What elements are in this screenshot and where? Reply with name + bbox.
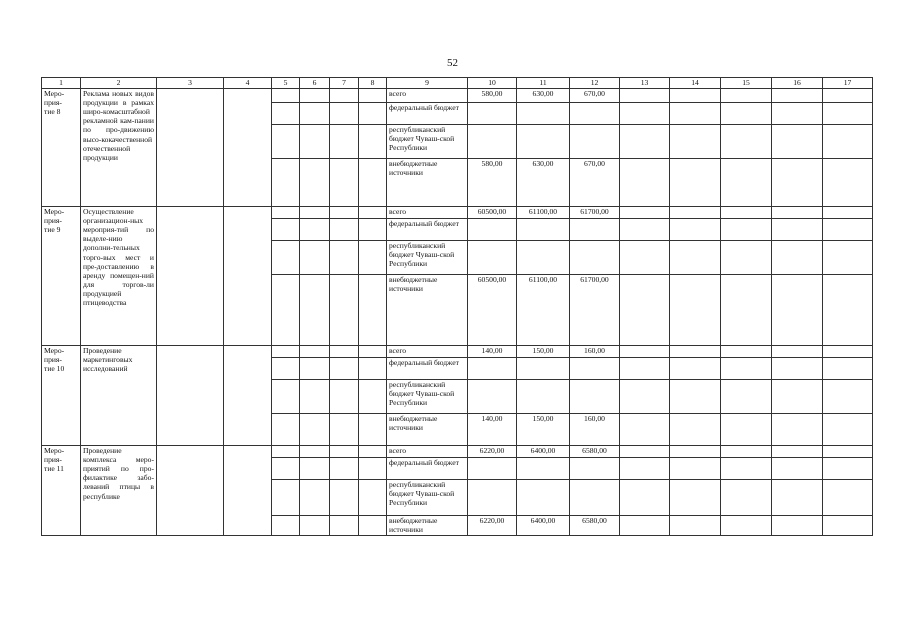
empty-cell: [300, 103, 330, 125]
empty-cell: [823, 358, 873, 380]
value-cell: 150,00: [517, 414, 570, 446]
empty-cell: [620, 516, 670, 536]
empty-cell: [823, 446, 873, 458]
column-header: 17: [823, 78, 873, 89]
empty-cell: [670, 241, 721, 275]
empty-cell: [300, 207, 330, 219]
value-cell: [517, 219, 570, 241]
empty-cell: [823, 241, 873, 275]
empty-cell: [300, 275, 330, 346]
empty-cell: [330, 219, 359, 241]
empty-cell: [772, 446, 823, 458]
empty-cell: [330, 241, 359, 275]
empty-cell: [359, 207, 387, 219]
empty-cell: [359, 159, 387, 207]
empty-cell: [823, 414, 873, 446]
column-header: 6: [300, 78, 330, 89]
empty-cell: [300, 516, 330, 536]
value-cell: 61700,00: [570, 275, 620, 346]
value-cell: [517, 480, 570, 516]
event-id-cell: Меро- прия- тие 8: [42, 89, 81, 207]
empty-cell: [772, 414, 823, 446]
empty-cell: [721, 458, 772, 480]
event-id-cell: Меро- прия- тие 11: [42, 446, 81, 536]
empty-cell: [620, 480, 670, 516]
empty-cell: [359, 346, 387, 358]
value-cell: [468, 480, 517, 516]
funding-source-cell: республиканский бюджет Чуваш-ской Республики: [387, 480, 468, 516]
value-cell: 630,00: [517, 159, 570, 207]
empty-cell: [300, 89, 330, 103]
empty-cell: [620, 414, 670, 446]
empty-cell: [670, 346, 721, 358]
empty-cell: [272, 380, 300, 414]
column-header: 15: [721, 78, 772, 89]
empty-cell: [330, 207, 359, 219]
empty-cell: [272, 89, 300, 103]
empty-cell: [823, 103, 873, 125]
empty-cell: [272, 219, 300, 241]
empty-cell: [721, 275, 772, 346]
value-cell: 670,00: [570, 89, 620, 103]
value-cell: 6580,00: [570, 516, 620, 536]
empty-cell: [620, 241, 670, 275]
funding-source-cell: всего: [387, 446, 468, 458]
funding-source-cell: республиканский бюджет Чуваш-ской Республики: [387, 125, 468, 159]
value-cell: 140,00: [468, 414, 517, 446]
empty-cell: [359, 414, 387, 446]
empty-cell: [772, 241, 823, 275]
empty-cell: [823, 219, 873, 241]
table-row: [42, 346, 873, 358]
empty-cell: [157, 207, 224, 346]
empty-cell: [721, 358, 772, 380]
empty-cell: [772, 159, 823, 207]
empty-cell: [359, 380, 387, 414]
empty-cell: [272, 125, 300, 159]
column-header: 9: [387, 78, 468, 89]
empty-cell: [772, 89, 823, 103]
empty-cell: [721, 125, 772, 159]
empty-cell: [359, 219, 387, 241]
value-cell: 140,00: [468, 346, 517, 358]
empty-cell: [272, 516, 300, 536]
empty-cell: [620, 89, 670, 103]
empty-cell: [300, 219, 330, 241]
value-cell: [468, 241, 517, 275]
value-cell: [468, 103, 517, 125]
value-cell: 60500,00: [468, 207, 517, 219]
empty-cell: [157, 346, 224, 446]
value-cell: [517, 125, 570, 159]
empty-cell: [670, 358, 721, 380]
empty-cell: [272, 275, 300, 346]
empty-cell: [330, 480, 359, 516]
empty-cell: [721, 414, 772, 446]
empty-cell: [772, 219, 823, 241]
empty-cell: [620, 346, 670, 358]
empty-cell: [224, 207, 272, 346]
empty-cell: [670, 480, 721, 516]
empty-cell: [670, 446, 721, 458]
empty-cell: [300, 125, 330, 159]
value-cell: 6400,00: [517, 446, 570, 458]
empty-cell: [330, 275, 359, 346]
empty-cell: [300, 358, 330, 380]
value-cell: [570, 103, 620, 125]
value-cell: [468, 219, 517, 241]
value-cell: [570, 380, 620, 414]
empty-cell: [359, 480, 387, 516]
value-cell: 670,00: [570, 159, 620, 207]
funding-source-cell: федеральный бюджет: [387, 358, 468, 380]
funding-source-cell: внебюджетные источники: [387, 516, 468, 536]
value-cell: [517, 103, 570, 125]
empty-cell: [272, 458, 300, 480]
value-cell: 61100,00: [517, 275, 570, 346]
value-cell: [570, 241, 620, 275]
value-cell: [570, 458, 620, 480]
value-cell: 580,00: [468, 89, 517, 103]
empty-cell: [330, 446, 359, 458]
value-cell: [517, 458, 570, 480]
empty-cell: [300, 159, 330, 207]
empty-cell: [359, 103, 387, 125]
empty-cell: [300, 380, 330, 414]
empty-cell: [620, 207, 670, 219]
empty-cell: [359, 516, 387, 536]
funding-source-cell: внебюджетные источники: [387, 159, 468, 207]
empty-cell: [330, 516, 359, 536]
value-cell: 61700,00: [570, 207, 620, 219]
empty-cell: [772, 103, 823, 125]
empty-cell: [330, 380, 359, 414]
empty-cell: [330, 346, 359, 358]
empty-cell: [359, 358, 387, 380]
event-id-cell: Меро- прия- тие 9: [42, 207, 81, 346]
value-cell: [468, 125, 517, 159]
column-header: 8: [359, 78, 387, 89]
funding-source-cell: внебюджетные источники: [387, 414, 468, 446]
value-cell: 6220,00: [468, 516, 517, 536]
empty-cell: [620, 125, 670, 159]
event-description-cell: Проведение маркетинговых исследований: [81, 346, 157, 446]
empty-cell: [300, 346, 330, 358]
empty-cell: [620, 159, 670, 207]
empty-cell: [272, 159, 300, 207]
empty-cell: [224, 346, 272, 446]
value-cell: [468, 358, 517, 380]
empty-cell: [721, 219, 772, 241]
empty-cell: [359, 458, 387, 480]
empty-cell: [721, 446, 772, 458]
empty-cell: [772, 346, 823, 358]
empty-cell: [300, 480, 330, 516]
empty-cell: [721, 380, 772, 414]
table-row: [42, 207, 873, 219]
funding-source-cell: всего: [387, 207, 468, 219]
empty-cell: [772, 480, 823, 516]
empty-cell: [721, 346, 772, 358]
empty-cell: [772, 516, 823, 536]
empty-cell: [670, 414, 721, 446]
empty-cell: [330, 358, 359, 380]
empty-cell: [823, 125, 873, 159]
value-cell: 6400,00: [517, 516, 570, 536]
empty-cell: [772, 380, 823, 414]
funding-source-cell: внебюджетные источники: [387, 275, 468, 346]
funding-source-cell: всего: [387, 346, 468, 358]
value-cell: 160,00: [570, 414, 620, 446]
empty-cell: [300, 241, 330, 275]
empty-cell: [330, 458, 359, 480]
column-header: 16: [772, 78, 823, 89]
empty-cell: [300, 414, 330, 446]
value-cell: [517, 358, 570, 380]
column-header: 3: [157, 78, 224, 89]
empty-cell: [670, 207, 721, 219]
event-description-cell: Реклама новых видов продукции в рамках широ-комасштабной рекламной кам-пании по про-движению высо-кокачественной отечественной продукции: [81, 89, 157, 207]
value-cell: [517, 241, 570, 275]
empty-cell: [620, 458, 670, 480]
column-header: 11: [517, 78, 570, 89]
empty-cell: [772, 458, 823, 480]
value-cell: [570, 480, 620, 516]
empty-cell: [330, 125, 359, 159]
empty-cell: [359, 125, 387, 159]
empty-cell: [272, 446, 300, 458]
value-cell: 6220,00: [468, 446, 517, 458]
empty-cell: [670, 219, 721, 241]
empty-cell: [670, 89, 721, 103]
budget-table: [41, 77, 873, 536]
empty-cell: [772, 358, 823, 380]
empty-cell: [620, 358, 670, 380]
header-row: [42, 78, 873, 89]
empty-cell: [823, 275, 873, 346]
value-cell: [570, 219, 620, 241]
empty-cell: [670, 103, 721, 125]
funding-source-cell: федеральный бюджет: [387, 103, 468, 125]
empty-cell: [272, 207, 300, 219]
empty-cell: [823, 159, 873, 207]
empty-cell: [670, 516, 721, 536]
value-cell: [468, 380, 517, 414]
empty-cell: [721, 103, 772, 125]
empty-cell: [224, 89, 272, 207]
empty-cell: [359, 241, 387, 275]
column-header: 12: [570, 78, 620, 89]
empty-cell: [670, 159, 721, 207]
empty-cell: [359, 275, 387, 346]
empty-cell: [823, 346, 873, 358]
empty-cell: [772, 275, 823, 346]
empty-cell: [670, 275, 721, 346]
empty-cell: [620, 219, 670, 241]
empty-cell: [620, 380, 670, 414]
empty-cell: [300, 458, 330, 480]
empty-cell: [272, 358, 300, 380]
value-cell: 630,00: [517, 89, 570, 103]
empty-cell: [823, 89, 873, 103]
empty-cell: [330, 89, 359, 103]
value-cell: [517, 380, 570, 414]
column-header: 14: [670, 78, 721, 89]
table-row: [42, 446, 873, 458]
empty-cell: [721, 89, 772, 103]
empty-cell: [300, 446, 330, 458]
empty-cell: [620, 446, 670, 458]
value-cell: [570, 125, 620, 159]
funding-source-cell: федеральный бюджет: [387, 219, 468, 241]
empty-cell: [620, 275, 670, 346]
column-header: 13: [620, 78, 670, 89]
column-header: 7: [330, 78, 359, 89]
value-cell: [570, 358, 620, 380]
empty-cell: [823, 516, 873, 536]
empty-cell: [272, 480, 300, 516]
page-number: 52: [447, 57, 458, 69]
empty-cell: [772, 207, 823, 219]
empty-cell: [330, 159, 359, 207]
empty-cell: [272, 103, 300, 125]
value-cell: 150,00: [517, 346, 570, 358]
empty-cell: [823, 458, 873, 480]
empty-cell: [330, 414, 359, 446]
empty-cell: [772, 125, 823, 159]
empty-cell: [823, 480, 873, 516]
empty-cell: [721, 241, 772, 275]
funding-source-cell: всего: [387, 89, 468, 103]
empty-cell: [823, 207, 873, 219]
column-header: 10: [468, 78, 517, 89]
empty-cell: [670, 458, 721, 480]
column-header: 5: [272, 78, 300, 89]
empty-cell: [359, 446, 387, 458]
funding-source-cell: республиканский бюджет Чуваш-ской Республики: [387, 241, 468, 275]
empty-cell: [721, 159, 772, 207]
empty-cell: [272, 414, 300, 446]
column-header: 4: [224, 78, 272, 89]
empty-cell: [670, 125, 721, 159]
empty-cell: [721, 207, 772, 219]
empty-cell: [670, 380, 721, 414]
event-description-cell: Проведение комплекса меро-приятий по про-филактике забо-леваний птицы в республике: [81, 446, 157, 536]
funding-source-cell: республиканский бюджет Чуваш-ской Республики: [387, 380, 468, 414]
empty-cell: [620, 103, 670, 125]
empty-cell: [721, 516, 772, 536]
value-cell: 580,00: [468, 159, 517, 207]
column-header: 2: [81, 78, 157, 89]
empty-cell: [823, 380, 873, 414]
event-id-cell: Меро- прия- тие 10: [42, 346, 81, 446]
column-header: 1: [42, 78, 81, 89]
empty-cell: [224, 446, 272, 536]
empty-cell: [157, 89, 224, 207]
funding-source-cell: федеральный бюджет: [387, 458, 468, 480]
empty-cell: [272, 241, 300, 275]
empty-cell: [330, 103, 359, 125]
value-cell: 6580,00: [570, 446, 620, 458]
value-cell: 160,00: [570, 346, 620, 358]
empty-cell: [272, 346, 300, 358]
empty-cell: [157, 446, 224, 536]
empty-cell: [359, 89, 387, 103]
event-description-cell: Осуществление организацион-ных мероприя-тий по выделе-нию дополни-тельных торго-вых мест и пре-доставлению в аренду помещен-ний для торгов-ли продукцией птицеводства: [81, 207, 157, 346]
table-row: [42, 89, 873, 103]
value-cell: 60500,00: [468, 275, 517, 346]
empty-cell: [721, 480, 772, 516]
value-cell: 61100,00: [517, 207, 570, 219]
value-cell: [468, 458, 517, 480]
